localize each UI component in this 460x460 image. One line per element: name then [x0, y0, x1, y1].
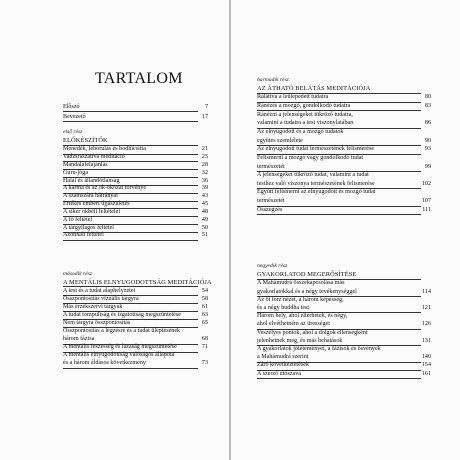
toc-entry	[257, 207, 431, 214]
toc-entry-page: 21	[201, 146, 208, 153]
toc-entry-title: Azonnali feltétel	[63, 232, 104, 239]
toc-entry-title: gyakorlatokkal és a négy tevékenységgel	[257, 288, 357, 295]
toc-entry	[257, 129, 431, 136]
entry-rule	[63, 121, 198, 122]
toc-entry	[257, 313, 431, 320]
toc-entry	[63, 209, 208, 216]
toc-entry-title: Összegzés	[257, 206, 283, 213]
toc-entry-title: Guru-jóga	[63, 169, 89, 176]
toc-entry-page: 61	[201, 303, 208, 310]
toc-entry	[63, 185, 208, 192]
toc-entry-title: valamint a tudatra a test viszonylatában	[257, 120, 354, 127]
toc-entry	[63, 328, 208, 335]
toc-entry-title: A mentális feszesség és lazaság megszüntetése	[63, 344, 177, 351]
toc-entry-page: 36	[201, 177, 208, 184]
toc-entry-title: Előszó	[63, 104, 80, 110]
toc-entry-title: A test és a tudat alaphelyzetei	[63, 287, 136, 294]
toc-entry-page: 71	[201, 344, 208, 351]
section-heading: AZ ÁTHATÓ BELÁTÁS MEDITÁCIÓJA	[257, 85, 371, 92]
toc-entry-page: 90	[424, 137, 431, 144]
toc-entry-page: 80	[424, 94, 431, 101]
toc-entry-title: természetét	[257, 198, 285, 205]
toc-entry-title: jelenhetnek meg, és más behatások	[257, 337, 343, 344]
toc-entry-title: A szamszára hátrányai	[63, 193, 118, 200]
toc-entry	[63, 352, 208, 359]
toc-entry-title: Veszélyes pontok, ahol a dolgok ellenségként	[257, 329, 368, 336]
toc-entry	[257, 112, 431, 119]
toc-entry	[63, 304, 208, 311]
toc-entry-page: 49	[201, 216, 208, 223]
toc-entry	[257, 362, 431, 369]
toc-entry-page: 114	[422, 288, 431, 295]
toc-entry-title: és a három áldásos következmény	[63, 360, 146, 367]
part-label: első rész	[63, 129, 83, 135]
toc-entry-title: Az elnyugodott és a mozgó tudatok	[257, 128, 344, 135]
toc-entry-page: 54	[201, 287, 208, 294]
toc-entry-page: 39	[201, 185, 208, 192]
toc-entry-page: 45	[201, 201, 208, 208]
toc-entry	[257, 280, 431, 287]
toc-entry-title: ahol elvéthetném az ürességet	[257, 321, 330, 328]
toc-entry-title: Más érzékszervi tárgyak	[63, 303, 123, 310]
section-heading: GYAKORLATOD MEGERŐSÍTÉSE	[257, 271, 357, 278]
toc-entry-title: A mentális elnyugodottság valóságos állapota	[63, 352, 175, 359]
toc-entry-page: 58	[201, 295, 208, 302]
toc-entry-title: Összpontosítás vizuális tárgyra	[63, 295, 139, 302]
toc-entry	[63, 114, 208, 121]
toc-entry-title: Ránézés a mozgó, gondolkodó tudatra	[257, 102, 351, 109]
toc-entry-page: 154	[421, 362, 431, 369]
toc-entry	[257, 305, 431, 312]
toc-entry	[63, 232, 208, 239]
toc-entry-title: a Mahámudrá szerint	[257, 354, 309, 361]
toc-entry-page: 17	[201, 113, 208, 120]
toc-entry	[63, 225, 208, 232]
toc-entry	[257, 338, 431, 345]
entry-rule	[63, 368, 198, 369]
toc-entry-page: 73	[201, 360, 208, 367]
toc-entry-title: három fázisa	[63, 336, 95, 343]
toc-entry-page: 7	[204, 104, 208, 110]
section-heading: ELŐKÉSZÍTŐK	[63, 137, 108, 144]
right-page	[231, 0, 460, 460]
toc-entry	[63, 178, 208, 185]
entry-rule	[257, 378, 421, 379]
toc-entry-page: 28	[201, 161, 208, 168]
entry-rule	[257, 214, 421, 215]
toc-entry	[257, 354, 431, 361]
toc-entry	[63, 296, 208, 303]
toc-entry	[63, 201, 208, 208]
toc-entry	[63, 288, 208, 295]
page-title: TARTALOM	[95, 70, 183, 87]
toc-entry-page: 126	[421, 321, 431, 328]
left-page	[0, 0, 229, 460]
toc-entry	[257, 138, 431, 145]
toc-entry-page: 43	[201, 193, 208, 200]
toc-entry-title: együtes szemlélete	[257, 137, 303, 144]
toc-entry	[257, 189, 431, 196]
toc-entry-title: természetét	[257, 163, 285, 170]
toc-entry-title: A szerző utószava	[257, 370, 301, 377]
toc-entry	[257, 330, 431, 337]
part-label: harmadik rész	[257, 77, 289, 83]
toc-entry	[63, 162, 208, 169]
toc-entry-title: Záró következtetések	[257, 362, 309, 369]
toc-entry	[63, 320, 208, 327]
toc-entry-page: 63	[201, 311, 208, 318]
toc-entry-page: 107	[421, 198, 431, 205]
toc-entry-title: Ránézni a jelenségeket tükröző tudatra,	[257, 111, 353, 118]
toc-entry-page: 65	[201, 320, 208, 326]
toc-entry-page: 48	[201, 208, 208, 215]
toc-entry	[257, 346, 431, 353]
toc-entry-title: A gyakorlatok jótéteményei, a fázisok és ösvények	[257, 345, 381, 352]
toc-entry-title: Együtt felismerni az elnyugodott és mozgó tudat	[257, 189, 376, 196]
part-label: második rész	[63, 271, 93, 277]
toc-entry-title: Menedék, leborulás és bodhicsitta	[63, 146, 146, 153]
toc-entry-title: Vadzsraszattva meditáció	[63, 153, 125, 160]
toc-entry-page: 86	[424, 120, 431, 127]
toc-entry	[257, 120, 431, 127]
toc-entry-page: 25	[201, 153, 208, 160]
toc-entry	[257, 297, 431, 304]
toc-entry-title: Összpontosítás a légzésre és a tudat üleptésének	[63, 328, 181, 335]
toc-entry-page: 161	[421, 370, 431, 377]
toc-entry-title: A fő feltétel	[63, 216, 93, 223]
toc-entry-page: 102	[421, 180, 431, 187]
toc-entry-page: 50	[201, 224, 208, 231]
toc-entry-title: Halál és állandótlanság	[63, 177, 120, 184]
toc-entry-title: A Mahámudrá összekapcsolása más	[257, 280, 345, 287]
toc-entry	[257, 198, 431, 205]
toc-entry	[63, 312, 208, 319]
toc-entry-page: 68	[201, 336, 208, 343]
toc-entry-title: Három hely, ahol eltérhetek, és négy,	[257, 313, 348, 320]
toc-entry-title: Mandalafelajánlás	[63, 161, 108, 168]
toc-entry	[63, 146, 208, 153]
toc-entry-page: 131	[421, 337, 431, 344]
toc-entry	[257, 172, 431, 179]
toc-entry	[257, 371, 431, 378]
toc-entry-page: 121	[421, 304, 431, 311]
toc-entry	[63, 217, 208, 224]
toc-entry	[257, 181, 431, 188]
toc-entry-title: és a négy buddha test	[257, 304, 310, 311]
toc-entry-title: Felismerni a mozgó vagy gondolkodó tudat	[257, 154, 364, 161]
entry-rule	[63, 240, 198, 241]
toc-entry-title: Az öt torz nézet, a három képesség,	[257, 296, 344, 303]
toc-entry-page: 99	[424, 163, 431, 170]
toc-entry	[257, 321, 431, 328]
toc-entry-title: A tudat tompultság és izgatottság megszüntetése	[63, 311, 181, 318]
toc-entry	[257, 164, 431, 171]
toc-entry	[63, 193, 208, 200]
entry-rule	[63, 111, 198, 112]
toc-entry-title: A karma és az ok-okozat törvénye	[63, 185, 147, 192]
toc-entry-title: A siker okbéli feltételei	[63, 208, 121, 215]
toc-entry-title: A tárgyilagos feltétel	[63, 224, 114, 231]
toc-entry	[63, 360, 208, 367]
toc-entry-title: Ráláttva a leülepedett tudatra	[257, 94, 329, 101]
toc-entry	[257, 155, 431, 162]
toc-entry-title: testhez való viszonya természetének felismerése	[257, 180, 375, 187]
toc-entry	[257, 94, 431, 101]
toc-entry	[63, 344, 208, 351]
toc-entry-title: Nem tárgyra összpontosítás	[63, 320, 131, 326]
toc-entry	[257, 103, 431, 110]
toc-entry	[63, 336, 208, 343]
toc-entry	[63, 170, 208, 177]
toc-entry-page: 83	[424, 102, 431, 109]
toc-entry	[63, 154, 208, 161]
toc-entry	[63, 104, 208, 111]
toc-entry	[257, 146, 431, 153]
toc-entry-page: 51	[201, 232, 208, 239]
toc-entry-page: 93	[424, 146, 431, 153]
toc-entry-title: Az elnyugodott tudat természetének felismerése	[257, 146, 375, 153]
section-heading: A MENTÁLIS ELNYUGODOTTSÁG MEDITÁCIÓJA	[63, 278, 212, 286]
toc-entry	[257, 289, 431, 296]
toc-entry-page: 111	[422, 206, 431, 213]
toc-entry-page: 140	[421, 354, 431, 361]
part-label: negyedik rész	[257, 263, 288, 269]
toc-entry-page: 32	[201, 169, 208, 176]
toc-entry-title: Bevezető	[63, 113, 86, 120]
toc-entry-title: A jelenségeket tükröző tudat, valamint a tudat	[257, 172, 369, 179]
toc-entry-title: Értékes emberi újjászületés	[63, 201, 130, 208]
